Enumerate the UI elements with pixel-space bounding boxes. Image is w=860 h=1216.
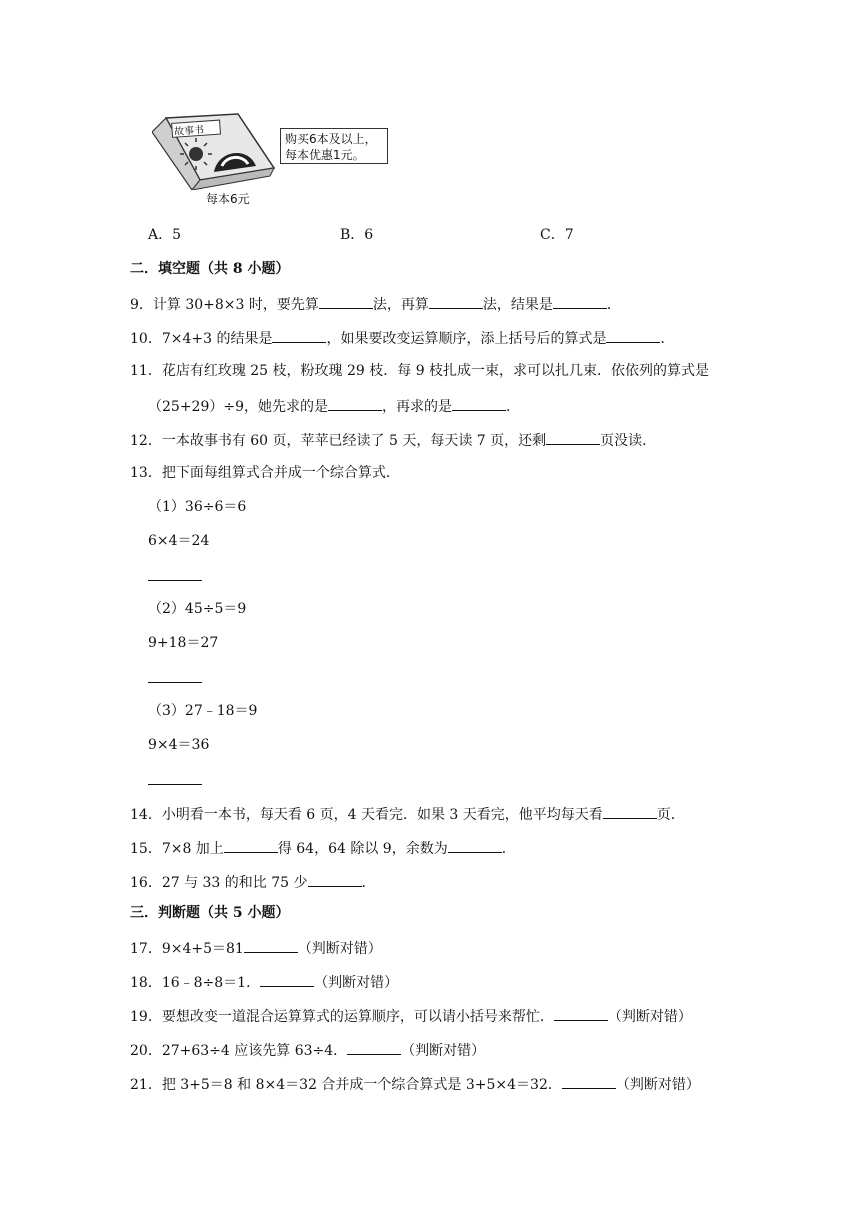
question-17: 17．9×4+5＝81 （判断对错）: [130, 938, 382, 958]
promo-callout: [280, 128, 388, 164]
promo-line-1: 购买6本及以上，: [285, 132, 377, 146]
answer-blank: [224, 838, 278, 853]
answer-blank: [448, 838, 502, 853]
question-10: 10．7×4+3 的结果是 ，如果要改变运算顺序，添上括号后的算式是 ．: [130, 328, 674, 348]
answer-blank: [429, 294, 483, 309]
answer-blank: [546, 430, 600, 445]
question-11-line-1: 11．花店有红玫瑰 25 枝，粉玫瑰 29 枝．每 9 枝扎成一束，求可以扎几束．依依列的算式是: [130, 363, 710, 379]
question-14: 14．小明看一本书，每天看 6 页，4 天看完．如果 3 天看完，他平均每天看 页．: [130, 804, 685, 824]
question-20: 20．27+63÷4 应该先算 63÷4． （判断对错）: [130, 1040, 485, 1060]
answer-blank: [148, 770, 202, 785]
answer-blank: [148, 566, 202, 581]
q13-group-3-eq2: 9×4＝36: [148, 737, 210, 753]
question-16: 16．27 与 33 的和比 75 少 ．: [130, 872, 376, 892]
section-title-fill-blank: 二．填空题（共 8 小题）: [130, 261, 290, 277]
answer-blank: [562, 1074, 616, 1089]
option-c: C．7: [540, 227, 574, 243]
price-caption: 每本6元: [206, 192, 250, 206]
question-13-stem: 13．把下面每组算式合并成一个综合算式．: [130, 465, 400, 481]
answer-blank: [272, 328, 326, 343]
answer-blank: [606, 328, 660, 343]
answer-blank: [553, 294, 607, 309]
option-b: B．6: [340, 227, 374, 243]
q13-group-1-label: （1）36÷6＝6: [148, 499, 247, 515]
book-icon: [152, 110, 282, 190]
answer-blank: [554, 1006, 608, 1021]
q13-group-3-label: （3）27﹣18＝9: [148, 703, 258, 719]
q13-group-1-eq2: 6×4＝24: [148, 533, 210, 549]
answer-blank: [328, 396, 382, 411]
section-title-true-false: 三．判断题（共 5 小题）: [130, 905, 290, 921]
question-11-line-2: （25+29）÷9，她先求的是 ，再求的是 ．: [148, 396, 520, 416]
question-19: 19．要想改变一道混合运算算式的运算顺序，可以请小括号来帮忙． （判断对错）: [130, 1006, 692, 1026]
book-cover-title: 故事书: [173, 124, 205, 139]
promo-line-2: 每本优惠1元。: [285, 148, 365, 162]
answer-blank: [148, 668, 202, 683]
answer-blank: [603, 804, 657, 819]
answer-blank: [244, 938, 298, 953]
question-21: 21．把 3+5＝8 和 8×4＝32 合并成一个综合算式是 3+5×4＝32． （判断对错）: [130, 1074, 700, 1094]
question-9: 9．计算 30+8×3 时，要先算 法，再算 法，结果是 ．: [130, 294, 621, 314]
answer-blank: [319, 294, 373, 309]
answer-blank: [452, 396, 506, 411]
q13-group-2-label: （2）45÷5＝9: [148, 601, 247, 617]
question-18: 18．16﹣8÷8＝1． （判断对错）: [130, 972, 398, 992]
answer-blank: [260, 972, 314, 987]
option-a: A．5: [148, 227, 182, 243]
q13-group-2-eq2: 9+18＝27: [148, 635, 219, 651]
question-15: 15．7×8 加上 得 64，64 除以 9，余数为 ．: [130, 838, 516, 858]
question-12: 12．一本故事书有 60 页，苹苹已经读了 5 天，每天读 7 页，还剩 页没读．: [130, 430, 656, 450]
answer-blank: [347, 1040, 401, 1055]
answer-blank: [308, 872, 362, 887]
